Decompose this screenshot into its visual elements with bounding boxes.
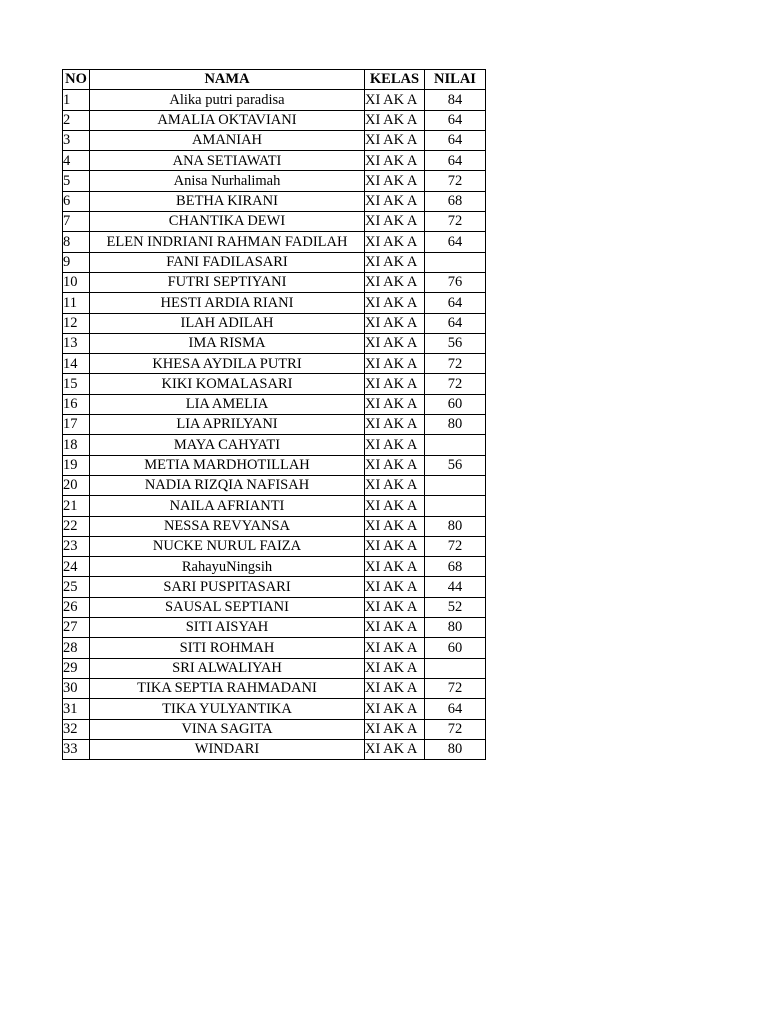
table-row: [63, 232, 486, 252]
cell-nama: Alika putri paradisa: [90, 90, 365, 110]
cell-kelas: XI AK A: [365, 475, 425, 495]
cell-nilai: 72: [425, 171, 486, 191]
table-header-row: [63, 70, 486, 90]
cell-nama: LIA APRILYANI: [90, 415, 365, 435]
cell-nilai: 72: [425, 536, 486, 556]
cell-kelas: XI AK A: [365, 536, 425, 556]
cell-nama: ANA SETIAWATI: [90, 151, 365, 171]
cell-no: 14: [63, 354, 90, 374]
cell-nilai: [425, 658, 486, 678]
header-nilai: NILAI: [425, 70, 486, 90]
cell-kelas: XI AK A: [365, 171, 425, 191]
cell-kelas: XI AK A: [365, 333, 425, 353]
table-row: [63, 252, 486, 272]
cell-nama: KHESA AYDILA PUTRI: [90, 354, 365, 374]
cell-no: 13: [63, 333, 90, 353]
cell-nilai: 72: [425, 212, 486, 232]
cell-no: 28: [63, 638, 90, 658]
table-row: [63, 313, 486, 333]
table-row: [63, 212, 486, 232]
header-nama: NAMA: [90, 70, 365, 90]
cell-kelas: XI AK A: [365, 435, 425, 455]
cell-nama: Anisa Nurhalimah: [90, 171, 365, 191]
table-row: [63, 333, 486, 353]
cell-nama: NAILA AFRIANTI: [90, 496, 365, 516]
grades-table: [62, 69, 486, 760]
cell-nama: ELEN INDRIANI RAHMAN FADILAH: [90, 232, 365, 252]
cell-nilai: 84: [425, 90, 486, 110]
table-row: [63, 293, 486, 313]
table-body: [63, 90, 486, 760]
cell-no: 22: [63, 516, 90, 536]
cell-nilai: 44: [425, 577, 486, 597]
cell-nilai: [425, 475, 486, 495]
cell-kelas: XI AK A: [365, 90, 425, 110]
header-kelas: KELAS: [365, 70, 425, 90]
table-row: [63, 191, 486, 211]
cell-no: 18: [63, 435, 90, 455]
cell-kelas: XI AK A: [365, 415, 425, 435]
cell-kelas: XI AK A: [365, 577, 425, 597]
cell-nilai: 72: [425, 354, 486, 374]
table-row: [63, 374, 486, 394]
cell-no: 21: [63, 496, 90, 516]
cell-nilai: 60: [425, 394, 486, 414]
cell-kelas: XI AK A: [365, 394, 425, 414]
cell-nama: TIKA SEPTIA RAHMADANI: [90, 678, 365, 698]
cell-kelas: XI AK A: [365, 272, 425, 292]
cell-no: 30: [63, 678, 90, 698]
table-row: [63, 394, 486, 414]
cell-nama: IMA RISMA: [90, 333, 365, 353]
cell-kelas: XI AK A: [365, 638, 425, 658]
cell-nama: CHANTIKA DEWI: [90, 212, 365, 232]
cell-kelas: XI AK A: [365, 252, 425, 272]
cell-no: 15: [63, 374, 90, 394]
table-row: [63, 536, 486, 556]
table-row: [63, 171, 486, 191]
cell-nama: AMALIA OKTAVIANI: [90, 110, 365, 130]
table-row: [63, 151, 486, 171]
cell-no: 25: [63, 577, 90, 597]
table-row: [63, 496, 486, 516]
cell-kelas: XI AK A: [365, 110, 425, 130]
cell-kelas: XI AK A: [365, 739, 425, 759]
cell-nama: METIA MARDHOTILLAH: [90, 455, 365, 475]
table-row: [63, 678, 486, 698]
table-row: [63, 90, 486, 110]
cell-no: 20: [63, 475, 90, 495]
cell-kelas: XI AK A: [365, 293, 425, 313]
cell-no: 17: [63, 415, 90, 435]
table-row: [63, 618, 486, 638]
cell-kelas: XI AK A: [365, 658, 425, 678]
cell-nama: NADIA RIZQIA NAFISAH: [90, 475, 365, 495]
cell-nilai: 64: [425, 151, 486, 171]
cell-no: 1: [63, 90, 90, 110]
cell-nilai: 64: [425, 130, 486, 150]
cell-kelas: XI AK A: [365, 618, 425, 638]
cell-no: 6: [63, 191, 90, 211]
table-row: [63, 719, 486, 739]
cell-nilai: 64: [425, 313, 486, 333]
cell-kelas: XI AK A: [365, 678, 425, 698]
cell-kelas: XI AK A: [365, 496, 425, 516]
table-row: [63, 739, 486, 759]
cell-nilai: 64: [425, 232, 486, 252]
cell-kelas: XI AK A: [365, 313, 425, 333]
cell-nilai: 68: [425, 557, 486, 577]
cell-no: 29: [63, 658, 90, 678]
table-row: [63, 475, 486, 495]
cell-nilai: 64: [425, 293, 486, 313]
cell-nama: SITI AISYAH: [90, 618, 365, 638]
cell-nama: RahayuNingsih: [90, 557, 365, 577]
cell-nama: SARI PUSPITASARI: [90, 577, 365, 597]
cell-no: 16: [63, 394, 90, 414]
cell-nilai: 52: [425, 597, 486, 617]
table-row: [63, 110, 486, 130]
cell-no: 24: [63, 557, 90, 577]
cell-nama: SAUSAL SEPTIANI: [90, 597, 365, 617]
cell-nilai: 72: [425, 374, 486, 394]
cell-nilai: 56: [425, 455, 486, 475]
cell-kelas: XI AK A: [365, 354, 425, 374]
cell-kelas: XI AK A: [365, 557, 425, 577]
cell-no: 8: [63, 232, 90, 252]
cell-no: 7: [63, 212, 90, 232]
cell-kelas: XI AK A: [365, 516, 425, 536]
cell-kelas: XI AK A: [365, 191, 425, 211]
cell-nama: TIKA YULYANTIKA: [90, 699, 365, 719]
cell-nama: SRI ALWALIYAH: [90, 658, 365, 678]
cell-no: 33: [63, 739, 90, 759]
cell-nilai: 64: [425, 699, 486, 719]
cell-nama: FUTRI SEPTIYANI: [90, 272, 365, 292]
cell-kelas: XI AK A: [365, 699, 425, 719]
table-row: [63, 435, 486, 455]
cell-nilai: [425, 252, 486, 272]
cell-nama: WINDARI: [90, 739, 365, 759]
table-row: [63, 577, 486, 597]
header-no: NO: [63, 70, 90, 90]
cell-no: 10: [63, 272, 90, 292]
cell-nilai: 68: [425, 191, 486, 211]
table-row: [63, 557, 486, 577]
cell-kelas: XI AK A: [365, 597, 425, 617]
cell-nama: KIKI KOMALASARI: [90, 374, 365, 394]
cell-no: 4: [63, 151, 90, 171]
table-row: [63, 354, 486, 374]
cell-nilai: [425, 435, 486, 455]
cell-nama: HESTI ARDIA RIANI: [90, 293, 365, 313]
cell-no: 5: [63, 171, 90, 191]
cell-nama: MAYA CAHYATI: [90, 435, 365, 455]
cell-nama: FANI FADILASARI: [90, 252, 365, 272]
cell-kelas: XI AK A: [365, 719, 425, 739]
cell-kelas: XI AK A: [365, 151, 425, 171]
cell-nama: NESSA REVYANSA: [90, 516, 365, 536]
cell-kelas: XI AK A: [365, 212, 425, 232]
cell-no: 19: [63, 455, 90, 475]
cell-nilai: 80: [425, 415, 486, 435]
table-row: [63, 455, 486, 475]
cell-kelas: XI AK A: [365, 232, 425, 252]
cell-kelas: XI AK A: [365, 455, 425, 475]
cell-no: 12: [63, 313, 90, 333]
cell-no: 3: [63, 130, 90, 150]
cell-nilai: 60: [425, 638, 486, 658]
cell-no: 32: [63, 719, 90, 739]
table-row: [63, 699, 486, 719]
cell-no: 2: [63, 110, 90, 130]
table-row: [63, 130, 486, 150]
cell-nama: LIA AMELIA: [90, 394, 365, 414]
cell-no: 9: [63, 252, 90, 272]
table-row: [63, 638, 486, 658]
cell-nilai: 80: [425, 618, 486, 638]
cell-no: 23: [63, 536, 90, 556]
cell-nilai: 56: [425, 333, 486, 353]
cell-no: 26: [63, 597, 90, 617]
table-row: [63, 597, 486, 617]
cell-nilai: 80: [425, 516, 486, 536]
cell-nama: SITI ROHMAH: [90, 638, 365, 658]
cell-nama: VINA SAGITA: [90, 719, 365, 739]
table-row: [63, 516, 486, 536]
cell-nama: BETHA KIRANI: [90, 191, 365, 211]
cell-nilai: [425, 496, 486, 516]
cell-nilai: 76: [425, 272, 486, 292]
cell-no: 27: [63, 618, 90, 638]
cell-no: 31: [63, 699, 90, 719]
cell-nilai: 64: [425, 110, 486, 130]
cell-kelas: XI AK A: [365, 130, 425, 150]
cell-nilai: 72: [425, 719, 486, 739]
cell-nilai: 80: [425, 739, 486, 759]
cell-kelas: XI AK A: [365, 374, 425, 394]
cell-nama: NUCKE NURUL FAIZA: [90, 536, 365, 556]
table-row: [63, 272, 486, 292]
cell-no: 11: [63, 293, 90, 313]
grade-sheet: [62, 69, 486, 760]
cell-nama: AMANIAH: [90, 130, 365, 150]
table-row: [63, 658, 486, 678]
cell-nilai: 72: [425, 678, 486, 698]
table-row: [63, 415, 486, 435]
cell-nama: ILAH ADILAH: [90, 313, 365, 333]
